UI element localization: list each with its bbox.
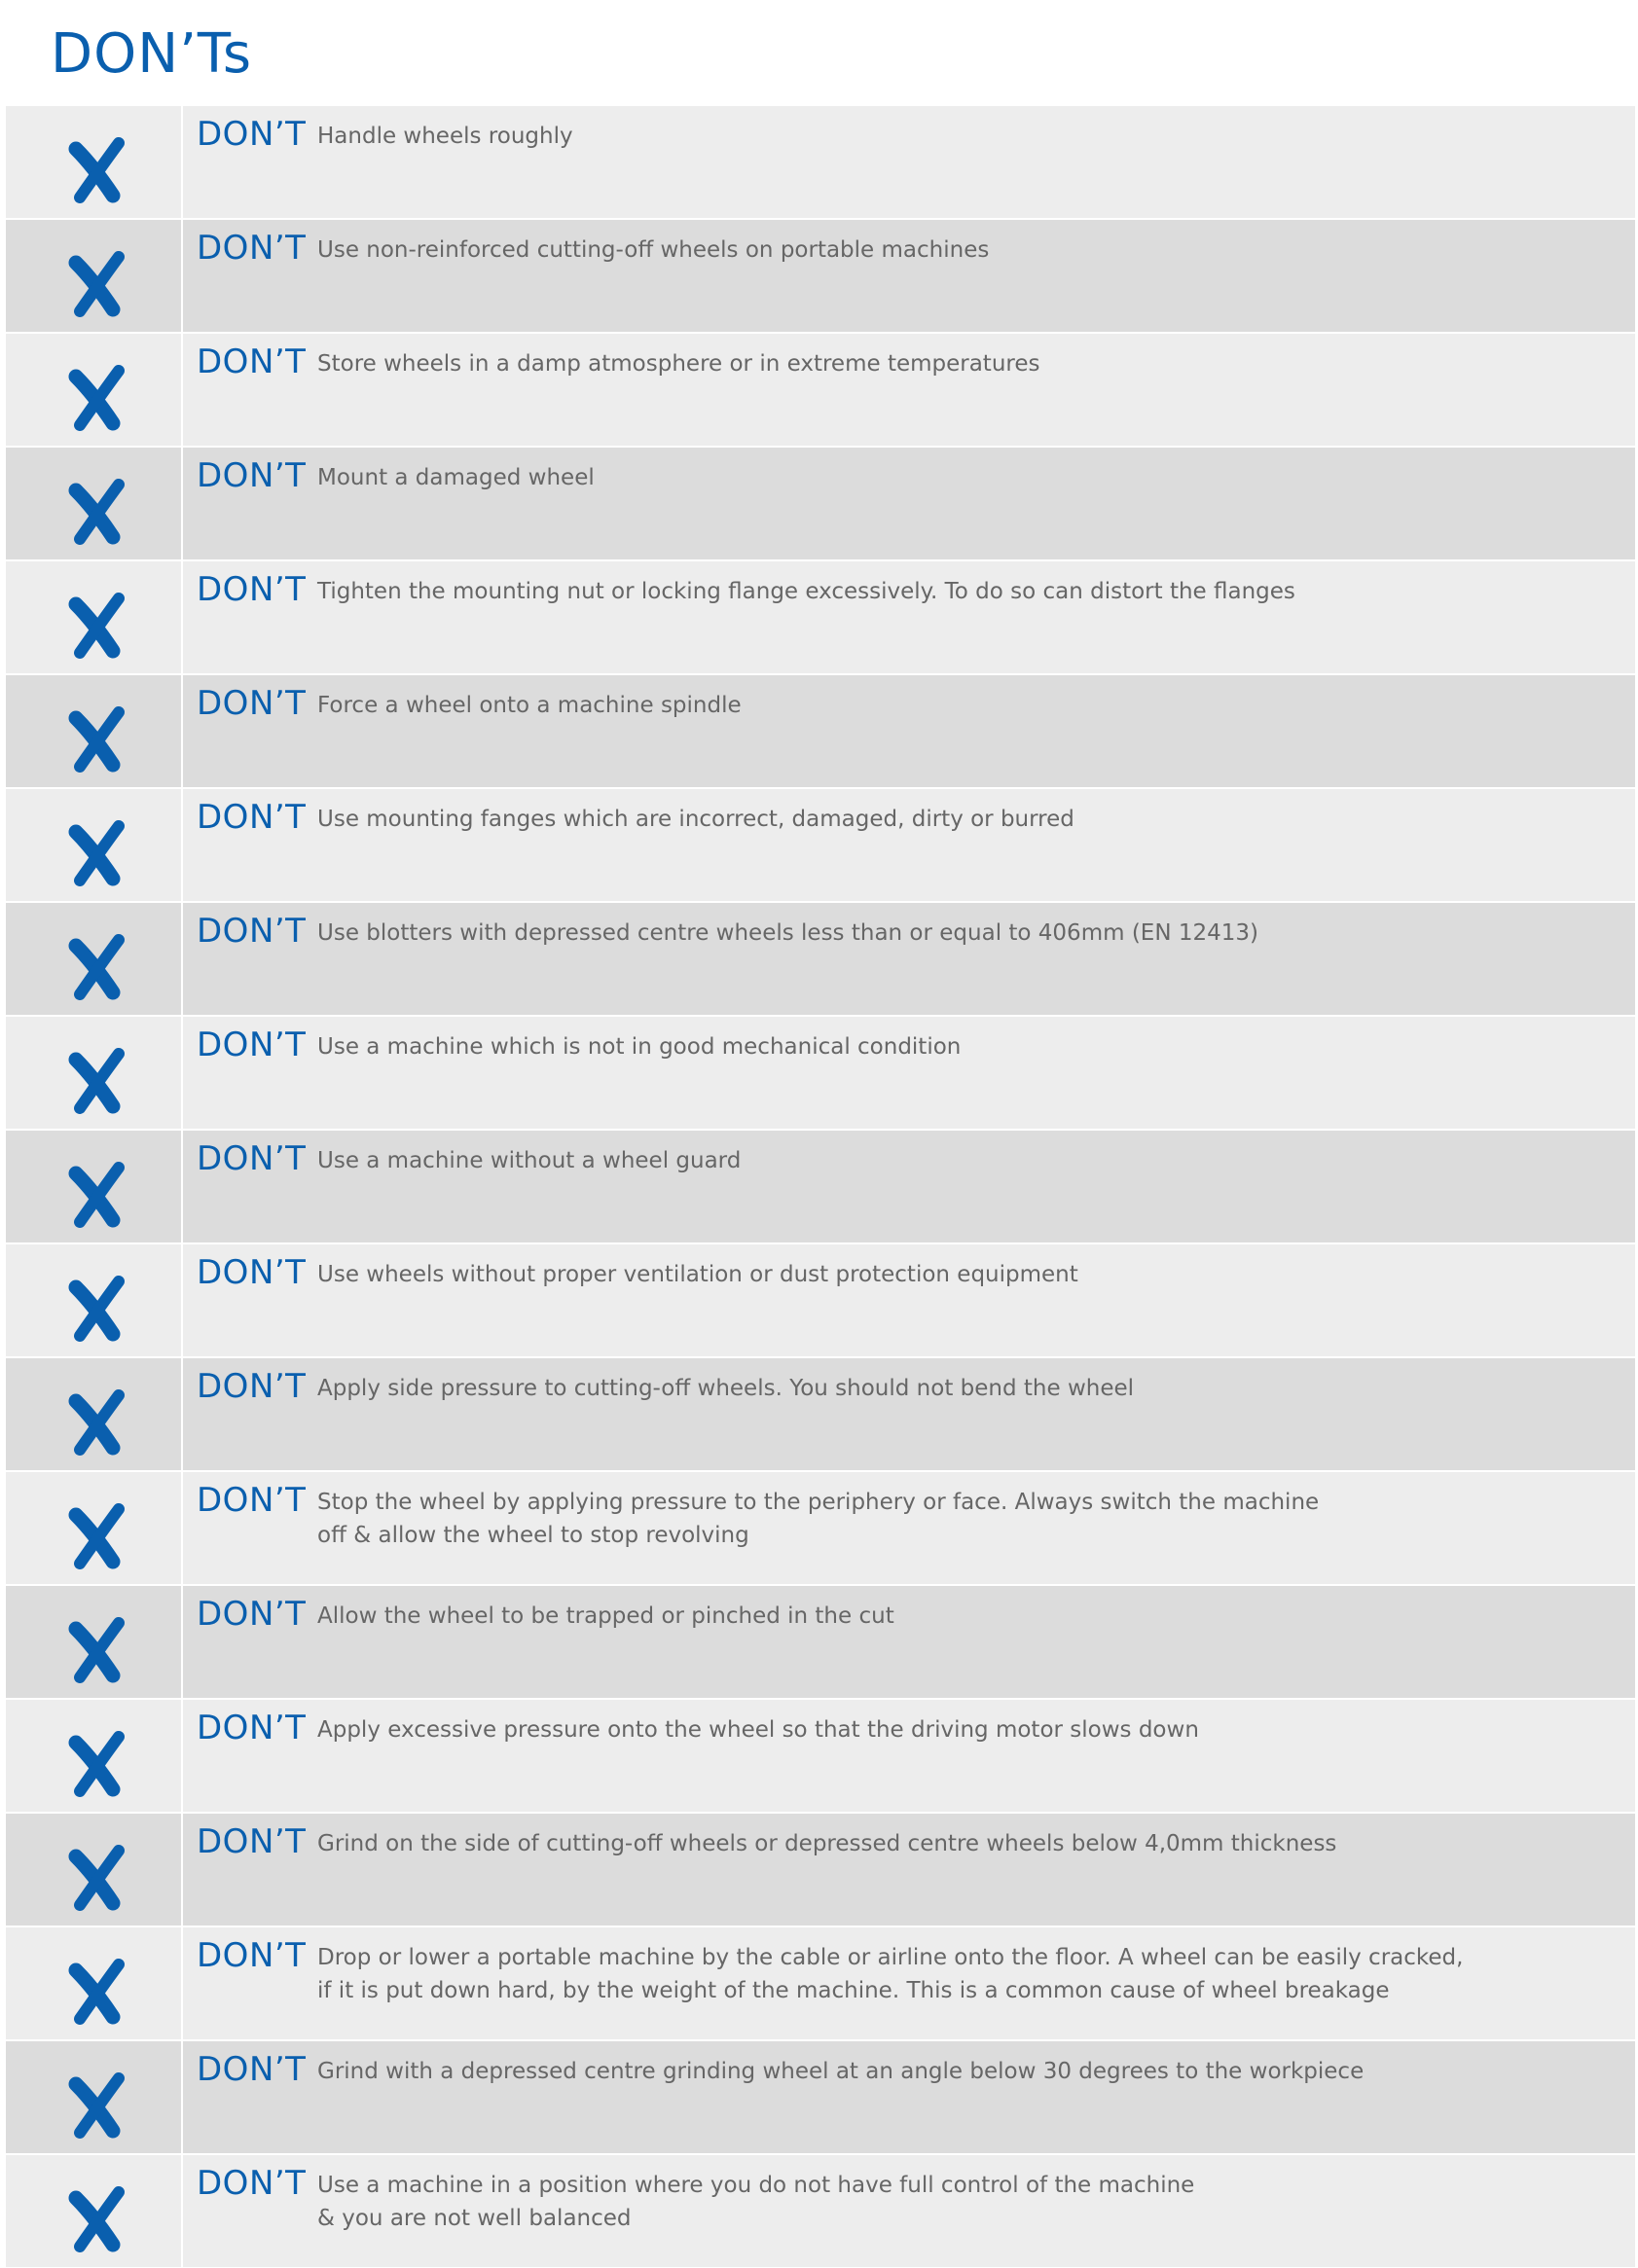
dont-keyword: DON’T [197, 1822, 307, 1861]
instruction-text: Handle wheels roughly [317, 124, 573, 149]
instruction-text: Use a machine which is not in good mechanical condition [317, 1034, 962, 1060]
list-item-1 [6, 104, 1635, 218]
x-mark-icon [64, 363, 132, 431]
list-item-10 [6, 1129, 1635, 1242]
list-item-7 [6, 787, 1635, 901]
list-item-17 [6, 1926, 1635, 2039]
list-item-14 [6, 1584, 1635, 1698]
dont-keyword: DON’T [197, 1253, 307, 1292]
dont-keyword: DON’T [197, 1709, 307, 1747]
x-mark-icon [64, 1274, 132, 1342]
instruction-text: Grind on the side of cutting-off wheels or depressed centre wheels below 4,0mm thickness [317, 1831, 1337, 1856]
dont-keyword: DON’T [197, 456, 307, 495]
dont-keyword: DON’T [197, 1367, 307, 1406]
list-item-3 [6, 332, 1635, 446]
dont-keyword: DON’T [197, 1595, 307, 1634]
donts-list [6, 104, 1635, 2267]
x-mark-icon [64, 1957, 132, 2025]
instruction-text: Force a wheel onto a machine spindle [317, 693, 742, 718]
dont-keyword: DON’T [197, 684, 307, 723]
instruction-text: Apply excessive pressure onto the wheel so that the driving motor slows down [317, 1717, 1199, 1743]
instruction-text: Stop the wheel by applying pressure to the periphery or face. Always switch the machine off & allow the wheel to stop revolving [317, 1490, 1320, 1548]
instruction-text: Tighten the mounting nut or locking ﬂange excessively. To do so can distort the flanges [317, 579, 1295, 604]
x-mark-icon [64, 1729, 132, 1797]
instruction-text: Use blotters with depressed centre wheels less than or equal to 406mm (EN 12413) [317, 920, 1258, 946]
dont-keyword: DON’T [197, 2164, 307, 2203]
x-mark-icon [64, 2184, 132, 2252]
dont-keyword: DON’T [197, 229, 307, 268]
list-item-2 [6, 218, 1635, 332]
list-item-8 [6, 901, 1635, 1015]
dont-keyword: DON’T [197, 570, 307, 609]
x-mark-icon [64, 1843, 132, 1911]
dont-keyword: DON’T [197, 912, 307, 951]
instruction-text: Store wheels in a damp atmosphere or in extreme temperatures [317, 351, 1040, 377]
x-mark-icon [64, 1046, 132, 1114]
instruction-text: Use a machine without a wheel guard [317, 1148, 742, 1173]
list-item-4 [6, 446, 1635, 559]
list-item-19 [6, 2153, 1635, 2267]
instruction-text: Grind with a depressed centre grinding wheel at an angle below 30 degrees to the workpiece [317, 2059, 1365, 2084]
x-mark-icon [64, 1160, 132, 1228]
instruction-text: Drop or lower a portable machine by the cable or airline onto the ﬂoor. A wheel can be easily cracked, if it is put down hard, by the weight of the machine. This is a common cause of wheel breakage [317, 1945, 1464, 2003]
list-item-9 [6, 1015, 1635, 1129]
x-mark-icon [64, 249, 132, 317]
x-mark-icon [64, 591, 132, 659]
dont-keyword: DON’T [197, 115, 307, 154]
dont-keyword: DON’T [197, 1139, 307, 1178]
x-mark-icon [64, 704, 132, 773]
list-item-13 [6, 1470, 1635, 1584]
list-item-15 [6, 1698, 1635, 1812]
list-item-11 [6, 1242, 1635, 1356]
dont-keyword: DON’T [197, 2050, 307, 2089]
dont-keyword: DON’T [197, 1026, 307, 1064]
x-mark-icon [64, 477, 132, 545]
x-mark-icon [64, 1387, 132, 1456]
list-item-5 [6, 559, 1635, 673]
page-title: DON’Ts [51, 22, 253, 86]
dont-keyword: DON’T [197, 1936, 307, 1975]
x-mark-icon [64, 1615, 132, 1683]
list-item-6 [6, 673, 1635, 787]
dont-keyword: DON’T [197, 342, 307, 381]
instruction-text: Allow the wheel to be trapped or pinched in the cut [317, 1603, 894, 1629]
instruction-text: Mount a damaged wheel [317, 465, 595, 490]
x-mark-icon [64, 932, 132, 1000]
dont-keyword: DON’T [197, 1481, 307, 1520]
x-mark-icon [64, 2070, 132, 2139]
instruction-text: Apply side pressure to cutting-off wheels. You should not bend the wheel [317, 1376, 1135, 1401]
instruction-text: Use a machine in a position where you do not have full control of the machine & you are not well balanced [317, 2173, 1195, 2231]
x-mark-icon [64, 818, 132, 886]
instruction-text: Use mounting fanges which are incorrect, damaged, dirty or burred [317, 807, 1074, 832]
x-mark-icon [64, 135, 132, 203]
instruction-text: Use non-reinforced cutting-off wheels on portable machines [317, 237, 990, 263]
list-item-18 [6, 2039, 1635, 2153]
x-mark-icon [64, 1501, 132, 1569]
list-item-12 [6, 1356, 1635, 1470]
instruction-text: Use wheels without proper ventilation or dust protection equipment [317, 1262, 1078, 1287]
dont-keyword: DON’T [197, 798, 307, 837]
list-item-16 [6, 1812, 1635, 1926]
